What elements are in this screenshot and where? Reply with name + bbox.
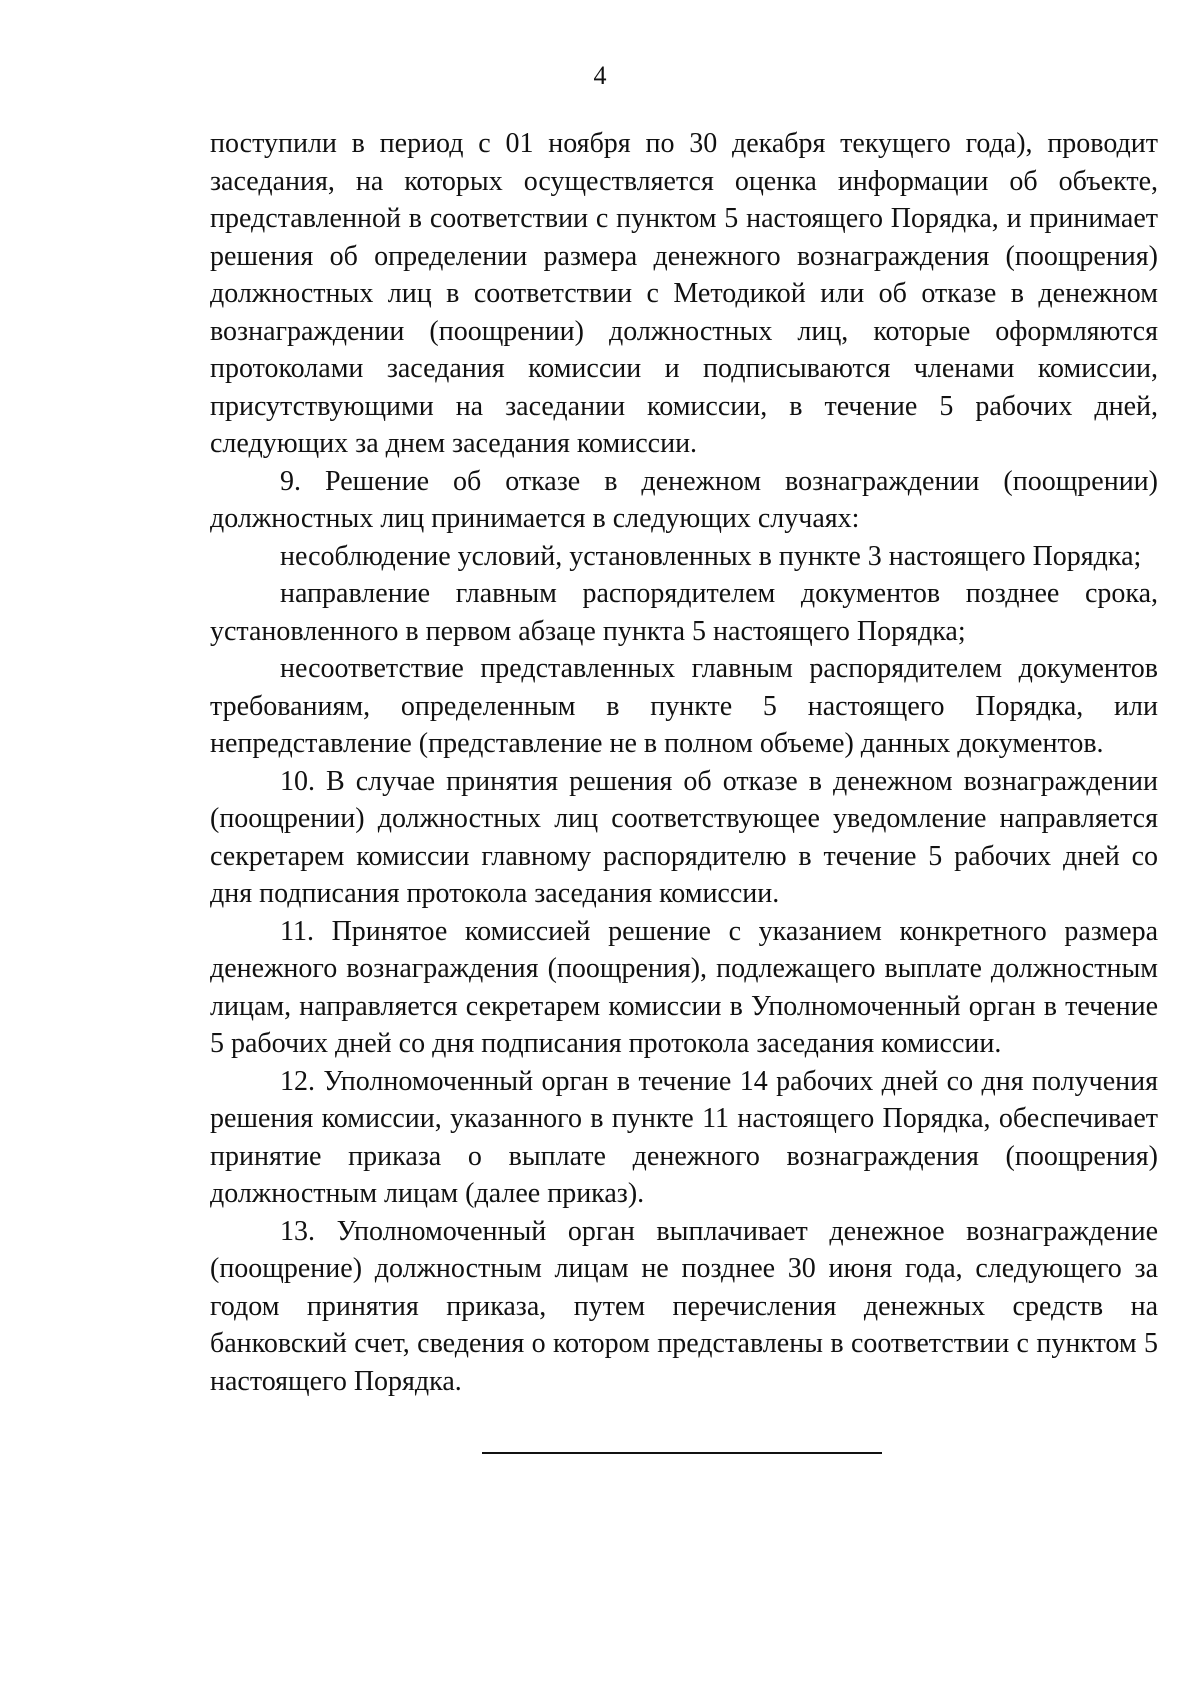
paragraph-item-9-case-1: несоблюдение условий, установленных в пункте 3 настоящего Порядка; (280, 540, 1142, 572)
paragraph-item-10: 10. В случае принятия решения об отказе в денежном вознаграждении (поощрении) должностных лиц соответствующее уведомление направляется секретарем комиссии главному распорядителю в течение 5 рабочих дней со дня подписания протокола заседания комиссии. (210, 765, 1158, 909)
paragraph-item-9-case-2: направление главным распорядителем документов позднее срока, установленного в первом абзаце пункта 5 настоящего Порядка; (210, 578, 1158, 647)
paragraph-item-9: 9. Решение об отказе в денежном вознаграждении (поощрении) должностных лиц принимается в следующих случаях: (210, 465, 1158, 534)
paragraph-item-12: 12. Уполномоченный орган в течение 14 рабочих дней со дня получения решения комиссии, указанного в пункте 11 настоящего Порядка, обеспечивает принятие приказа о выплате денежного вознаграждения (поощрения) должностным лицам (далее приказ). (210, 1065, 1158, 1209)
paragraph-item-11: 11. Принятое комиссией решение с указанием конкретного размера денежного вознаграждения (поощрения), подлежащего выплате должностным лицам, направляется секретарем комиссии в Уполномоченный орган в течение 5 рабочих дней со дня подписания протокола заседания комиссии. (210, 915, 1158, 1059)
end-separator-line (482, 1452, 882, 1454)
paragraph-item-9-case-3: несоответствие представленных главным распорядителем документов требованиям, определенным в пункте 5 настоящего Порядка, или непредставление (представление не в полном объеме) данных документов. (210, 653, 1158, 759)
paragraph-item-13: 13. Уполномоченный орган выплачивает денежное вознаграждение (поощрение) должностным лицам не позднее 30 июня года, следующего за годом принятия приказа, путем перечисления денежных средств на банковский счет, сведения о котором представлены в соответствии с пунктом 5 настоящего Порядка. (210, 1215, 1158, 1397)
paragraph-continuation: поступили в период с 01 ноября по 30 декабря текущего года), проводит заседания, на которых осуществляется оценка информации об объекте, представленной в соответствии с пунктом 5 настоящего Порядка, и принимает решения об определении размера денежного вознаграждения (поощрения) должностных лиц в соответствии с Методикой или об отказе в денежном вознаграждении (поощрении) должностных лиц, которые оформляются протоколами заседания комиссии и подписываются членами комиссии, присутствующими на заседании комиссии, в течение 5 рабочих дней, следующих за днем заседания комиссии. (210, 128, 1158, 459)
page-number: 4 (593, 61, 607, 90)
document-body (210, 125, 1158, 1400)
